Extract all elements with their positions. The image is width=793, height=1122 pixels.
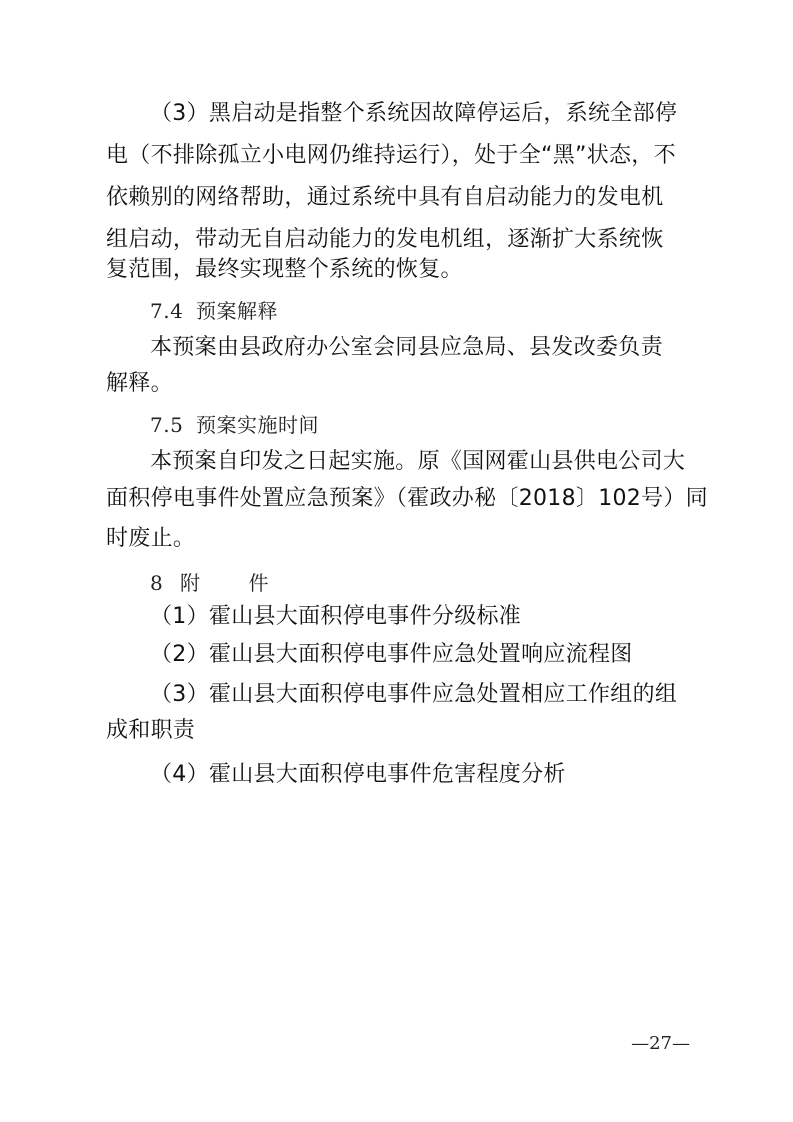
section-7-5-number: 7.5 xyxy=(150,413,184,437)
attachment-item-1: （1）霍山县大面积停电事件分级标准 xyxy=(150,604,522,629)
black-start-line-5: 复范围，最终实现整个系统的恢复。 xyxy=(106,257,463,282)
section-8-heading xyxy=(150,568,690,598)
section-8-title-part1: 附 xyxy=(180,571,201,595)
section-7-4-body-line-1: 本预案由县政府办公室会同县应急局、县发改委负责 xyxy=(150,335,663,360)
section-7-4-title: 预案解释 xyxy=(196,299,278,323)
black-start-line-2: 电（不排除孤立小电网仍维持运行），处于全“黑”状态，不 xyxy=(106,143,676,168)
black-start-line-4: 组启动，带动无自启动能力的发电机组，逐渐扩大系统恢 xyxy=(106,227,664,252)
section-7-5-body-line-1: 本预案自印发之日起实施。原《国网霍山县供电公司大 xyxy=(150,449,686,474)
section-7-5-body-line-2: 面积停电事件处置应急预案》（霍政办秘〔2018〕102号）同 xyxy=(106,486,708,511)
section-8-title-part2: 件 xyxy=(248,571,269,595)
attachment-item-3-continued: 成和职责 xyxy=(106,718,196,743)
black-start-line-1: （3）黑启动是指整个系统因故障停运后，系统全部停 xyxy=(150,101,678,126)
section-7-5-heading xyxy=(150,410,690,440)
section-7-4-body-line-2: 解释。 xyxy=(106,371,173,396)
section-7-4-heading xyxy=(150,296,690,326)
attachment-item-3: （3）霍山县大面积停电事件应急处置相应工作组的组 xyxy=(150,682,678,707)
section-8-number: 8 xyxy=(150,571,164,595)
attachment-item-2: （2）霍山县大面积停电事件应急处置响应流程图 xyxy=(150,642,633,667)
page-number: —27— xyxy=(631,1033,690,1054)
black-start-line-3: 依赖别的网络帮助，通过系统中具有自启动能力的发电机 xyxy=(106,185,664,210)
section-7-5-title: 预案实施时间 xyxy=(196,413,319,437)
section-7-5-body-line-3: 时废止。 xyxy=(106,526,196,551)
attachment-item-4: （4）霍山县大面积停电事件危害程度分析 xyxy=(150,762,566,787)
section-7-4-number: 7.4 xyxy=(150,299,184,323)
